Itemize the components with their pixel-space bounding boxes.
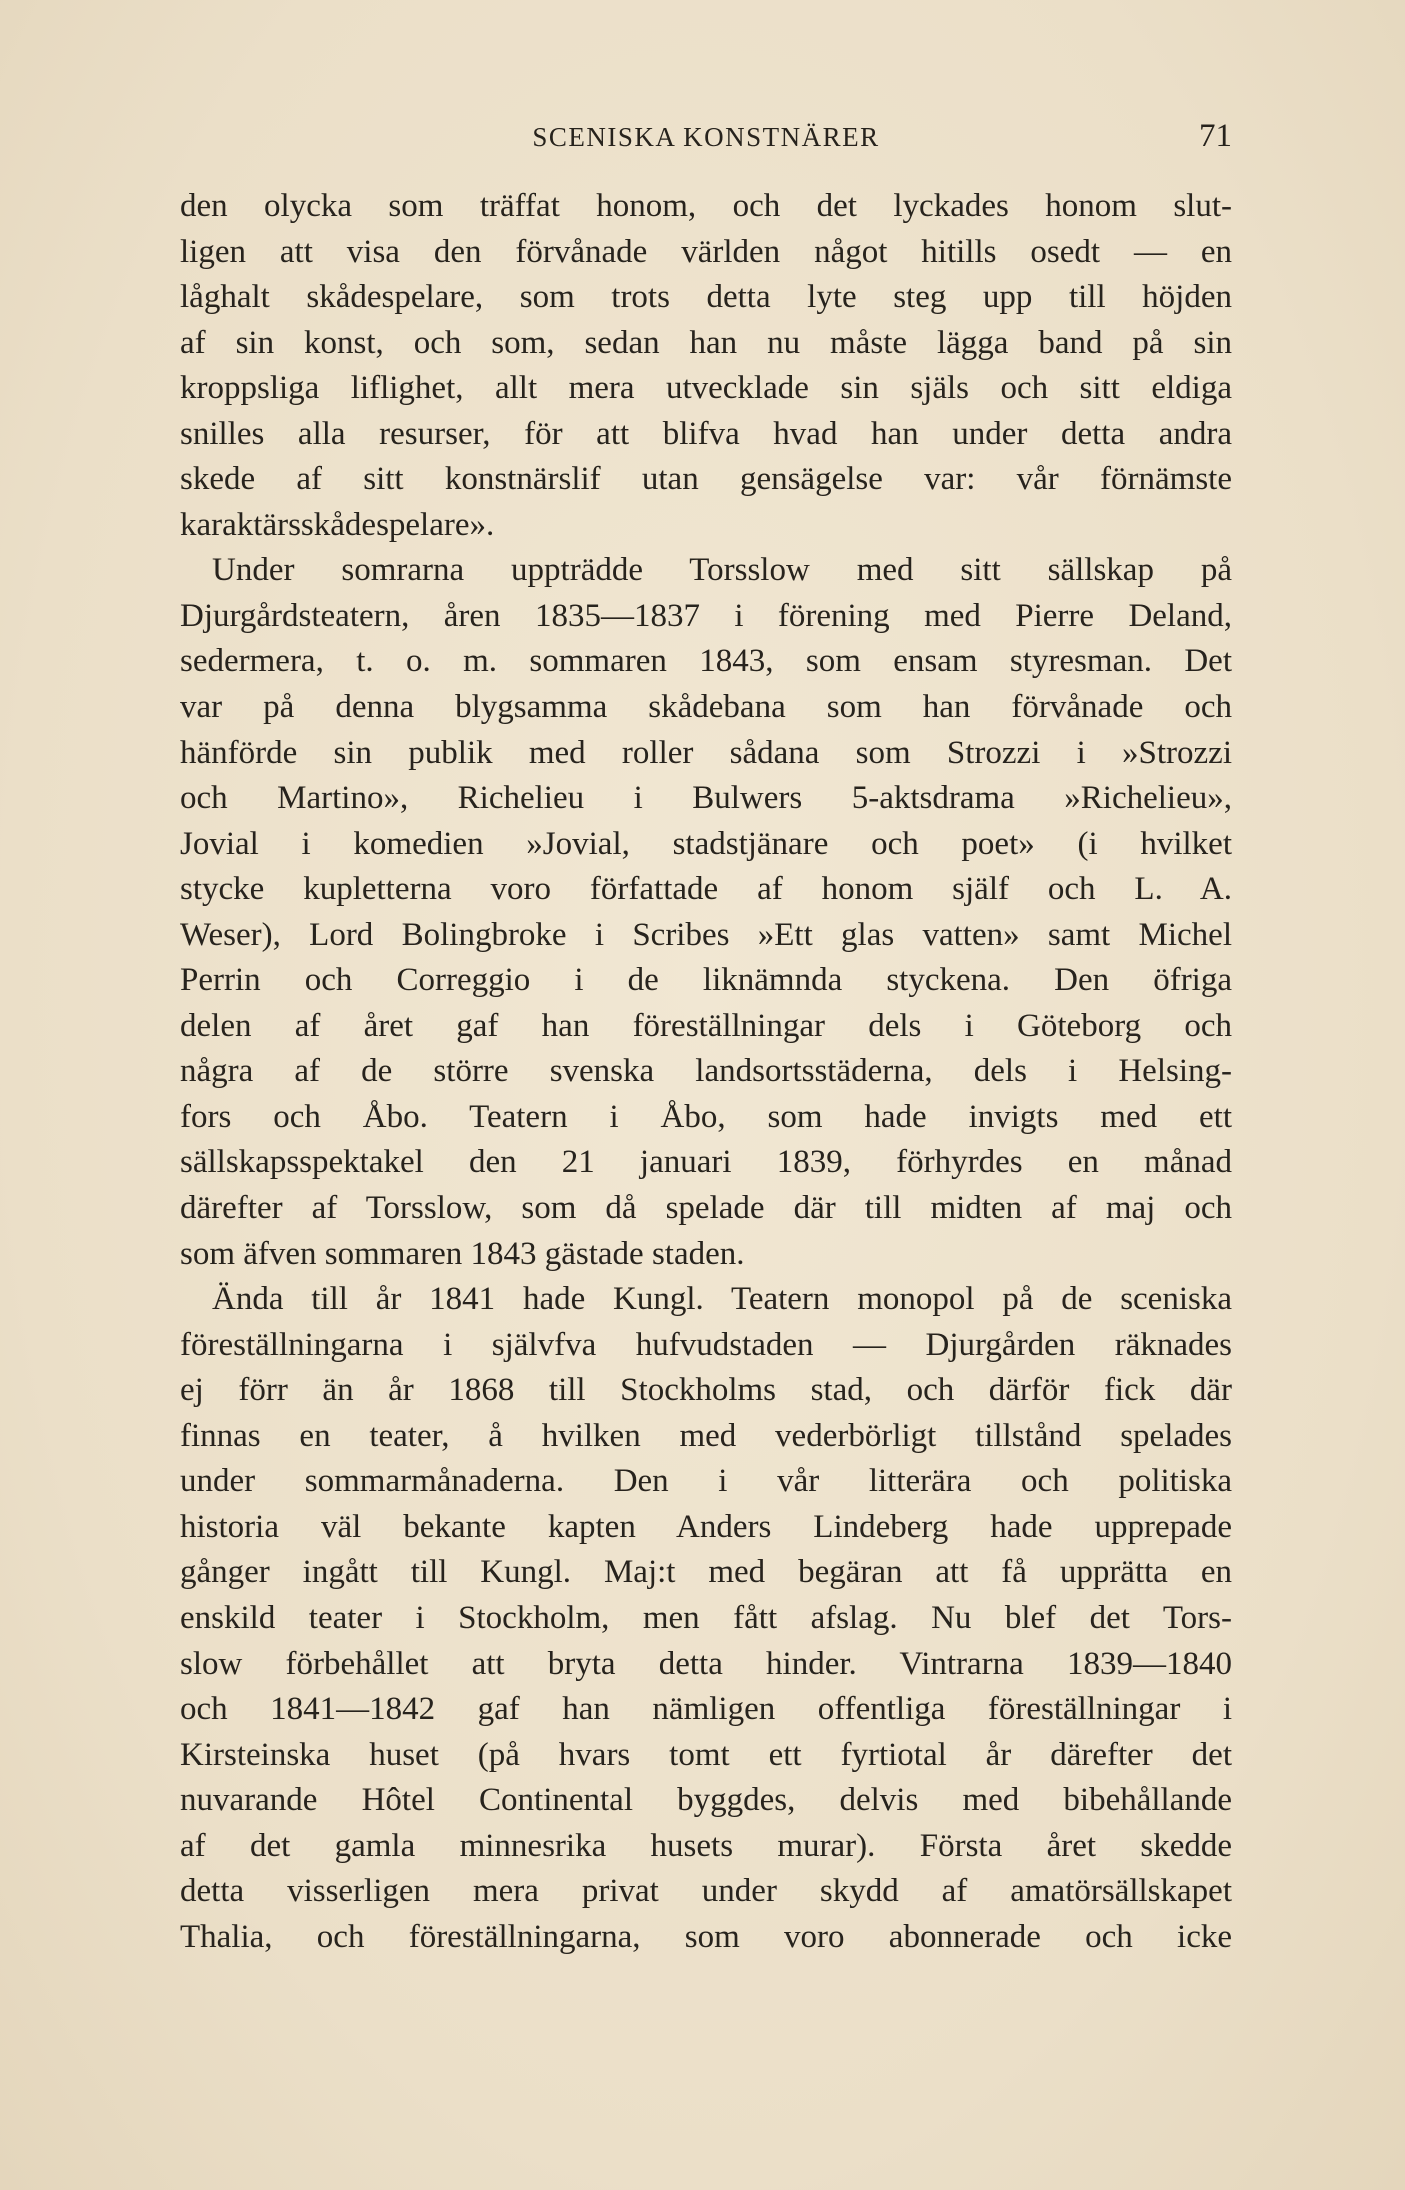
text-line: finnas en teater, å hvilken med vederbörligt tillstånd spelades (180, 1417, 1232, 1454)
running-title: SCENISKA KONSTNÄRER (532, 122, 880, 152)
text-line: kroppsliga liflighet, allt mera utvecklade sin själs och sitt eldiga (180, 370, 1232, 407)
text-line: och 1841—1842 gaf han nämligen offentliga föreställningar i (180, 1691, 1232, 1728)
text-line: under sommarmånaderna. Den i vår litterära och politiska (180, 1463, 1232, 1500)
text-line: föreställningarna i självfva hufvudstaden — Djurgården räknades (180, 1326, 1232, 1363)
text-line: skede af sitt konstnärslif utan gensägelse var: vår förnämste (180, 461, 1232, 498)
text-line: fors och Åbo. Teatern i Åbo, som hade invigts med ett (180, 1098, 1232, 1135)
text-line: Thalia, och föreställningarna, som voro abonnerade och icke (180, 1918, 1232, 1955)
text-line: Weser), Lord Bolingbroke i Scribes »Ett glas vatten» samt Michel (180, 916, 1232, 953)
text-line: sedermera, t. o. m. sommaren 1843, som ensam styresman. Det (180, 643, 1232, 680)
text-line: snilles alla resurser, för att blifva hvad han under detta andra (180, 415, 1232, 452)
text-line: delen af året gaf han föreställningar dels i Göteborg och (180, 1007, 1232, 1044)
text-line: låghalt skådespelare, som trots detta lyte steg upp till höjden (180, 279, 1232, 316)
text-line: Perrin och Correggio i de liknämnda styckena. Den öfriga (180, 962, 1232, 999)
text-line: gånger ingått till Kungl. Maj:t med begäran att få upprätta en (180, 1554, 1232, 1591)
text-line: några af de större svenska landsortsstäderna, dels i Helsing- (180, 1053, 1232, 1090)
body-text (180, 184, 1232, 1960)
text-line: hänförde sin publik med roller sådana som Strozzi i »Strozzi (180, 734, 1232, 771)
text-line: nuvarande Hôtel Continental byggdes, delvis med bibehållande (180, 1782, 1232, 1819)
text-line: ej förr än år 1868 till Stockholms stad, och därför fick där (180, 1372, 1232, 1409)
text-line: därefter af Torsslow, som då spelade där till midten af maj och (180, 1190, 1232, 1227)
text-line: ligen att visa den förvånade världen något hitills osedt — en (180, 233, 1232, 270)
text-line: som äfven sommaren 1843 gästade staden. (180, 1235, 745, 1272)
text-line: af det gamla minnesrika husets murar). Första året skedde (180, 1827, 1232, 1864)
text-line: Under somrarna uppträdde Torsslow med sitt sällskap på (212, 552, 1232, 589)
text-line: stycke kupletterna voro författade af honom själf och L. A. (180, 871, 1232, 908)
text-line: Ända till år 1841 hade Kungl. Teatern monopol på de sceniska (212, 1281, 1232, 1318)
text-line: Djurgårdsteatern, åren 1835—1837 i förening med Pierre Deland, (180, 597, 1232, 634)
page-number: 71 (1199, 118, 1232, 154)
text-line: karaktärsskådespelare». (180, 506, 495, 543)
text-line: den olycka som träffat honom, och det lyckades honom slut- (180, 188, 1232, 224)
text-line: Kirsteinska huset (på hvars tomt ett fyrtiotal år därefter det (180, 1736, 1232, 1773)
text-line: detta visserligen mera privat under skydd af amatörsällskapet (180, 1873, 1232, 1910)
text-line: enskild teater i Stockholm, men fått afslag. Nu blef det Tors- (180, 1599, 1232, 1636)
text-line: historia väl bekante kapten Anders Lindeberg hade upprepade (180, 1508, 1232, 1545)
text-line: af sin konst, och som, sedan han nu måste lägga band på sin (180, 324, 1232, 361)
text-line: var på denna blygsamma skådebana som han förvånade och (180, 689, 1232, 726)
text-line: och Martino», Richelieu i Bulwers 5-aktsdrama »Richelieu», (180, 780, 1232, 817)
text-line: sällskapsspektakel den 21 januari 1839, förhyrdes en månad (180, 1144, 1232, 1181)
page-header (180, 118, 1232, 158)
text-line: slow förbehållet att bryta detta hinder. Vintrarna 1839—1840 (180, 1645, 1232, 1682)
text-line: Jovial i komedien »Jovial, stadstjänare och poet» (i hvilket (180, 825, 1232, 862)
